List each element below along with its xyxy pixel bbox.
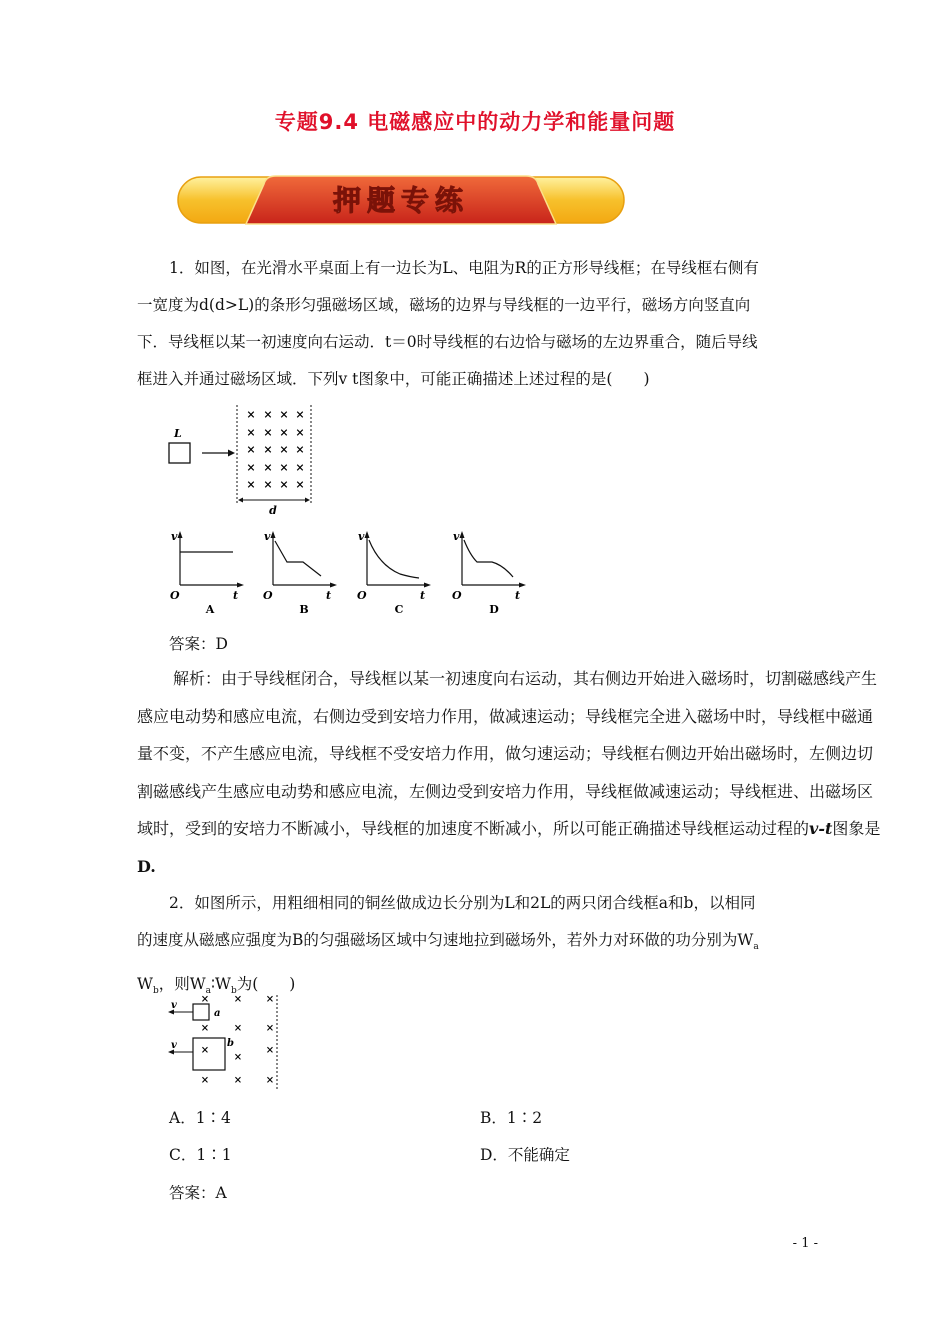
- field-cross: ×: [279, 478, 289, 491]
- option-A: A．1∶4: [169, 1109, 231, 1127]
- figure-loop-field: [160, 400, 330, 520]
- label-b: b: [227, 1038, 234, 1049]
- field-cross: ×: [233, 1023, 243, 1034]
- field-cross: ×: [200, 1023, 210, 1034]
- field-cross: ×: [279, 443, 289, 456]
- field-cross: ×: [263, 461, 273, 474]
- field-cross: ×: [200, 1075, 210, 1086]
- option-B: B．1∶2: [480, 1109, 543, 1127]
- field-cross: ×: [263, 408, 273, 421]
- field-cross: ×: [263, 443, 273, 456]
- axis-t: t: [515, 589, 521, 602]
- option-C: C．1∶1: [169, 1146, 232, 1164]
- banner-text: 押题专练: [332, 184, 470, 217]
- explanation-line-2: 感应电动势和感应电流，右侧边受到安培力作用，做减速运动；导线框完全进入磁场中时，导线框中磁通: [137, 706, 874, 726]
- axis-v: v: [358, 530, 365, 543]
- field-cross: ×: [279, 426, 289, 439]
- axis-origin: O: [357, 589, 367, 602]
- field-cross: ×: [295, 461, 305, 474]
- graph-D-curve: [464, 540, 513, 577]
- graph-label-A: A: [205, 603, 215, 616]
- label-L: L: [174, 427, 182, 440]
- field-cross: ×: [265, 1045, 275, 1056]
- title-banner: [176, 174, 626, 226]
- field-cross: ×: [265, 994, 275, 1005]
- question-1: [137, 250, 827, 398]
- field-cross: ×: [233, 1075, 243, 1086]
- field-cross: ×: [295, 426, 305, 439]
- field-cross: ×: [279, 461, 289, 474]
- field-cross: ×: [246, 478, 256, 491]
- graph-label-D: D: [489, 603, 499, 616]
- answer-2: 答案：A: [169, 1184, 227, 1202]
- graph-label-B: B: [299, 603, 309, 616]
- question-1-line-1: 1．如图，在光滑水平桌面上有一边长为L、电阻为R的正方形导线框；在导线框右侧有: [169, 259, 759, 277]
- axis-t: t: [420, 589, 426, 602]
- answer-1: 答案：D: [169, 635, 228, 653]
- graph-label-C: C: [394, 603, 404, 616]
- field-cross: ×: [295, 478, 305, 491]
- field-cross: ×: [246, 443, 256, 456]
- figure-vt-graphs: [165, 525, 535, 620]
- question-1-line-2: 一宽度为d(d>L)的条形匀强磁场区域，磁场的边界与导线框的一边平行，磁场方向竖直向: [137, 296, 751, 314]
- figure-two-loops: [165, 990, 290, 1095]
- field-cross: ×: [263, 478, 273, 491]
- question-1-line-3: 下．导线框以某一初速度向右运动．t＝0时导线框的右边恰与磁场的左边界重合，随后导线: [137, 333, 758, 351]
- explanation-line-3: 量不变，不产生感应电流，导线框不受安培力作用，做匀速运动；导线框右侧边开始出磁场时，左侧边切: [137, 744, 874, 763]
- explanation-line-4: 割磁感线产生感应电动势和感应电流，左侧边受到安培力作用，导线框做减速运动；导线框进、出磁场区: [137, 781, 874, 801]
- axis-t: t: [326, 589, 332, 602]
- field-cross: ×: [246, 408, 256, 421]
- axis-origin: O: [170, 589, 180, 602]
- label-v: v: [171, 1000, 177, 1011]
- question-2-line-1: 2．如图所示，用粗细相同的铜丝做成边长分别为L和2L的两只闭合线框a和b，以相同: [169, 894, 756, 912]
- field-cross: ×: [246, 426, 256, 439]
- question-2-line-3: $W_b$，则$W_a∶W_b$为( ): [137, 975, 296, 997]
- axis-t: t: [233, 589, 239, 602]
- label-d: d: [269, 504, 277, 517]
- field-cross: ×: [265, 1075, 275, 1086]
- field-cross: ×: [200, 994, 210, 1005]
- field-cross: ×: [295, 408, 305, 421]
- page-title: 专题9.4 电磁感应中的动力学和能量问题: [274, 110, 676, 134]
- field-cross: ×: [279, 408, 289, 421]
- field-cross: ×: [265, 1023, 275, 1034]
- option-D: D．不能确定: [480, 1146, 570, 1164]
- explanation-line-6: D.: [137, 856, 156, 876]
- field-cross: ×: [200, 1045, 210, 1056]
- axis-v: v: [264, 530, 271, 543]
- explanation-line-1: 解析：由于导线框闭合，导线框以某一初速度向右运动，其右侧边开始进入磁场时，切割磁感线产生: [173, 669, 878, 688]
- field-cross: ×: [233, 1052, 243, 1063]
- label-v: v: [171, 1040, 177, 1051]
- field-cross: ×: [295, 443, 305, 456]
- question-2-line-2: 的速度从磁感应强度为B的匀强磁场区域中匀速地拉到磁场外，若外力对环做的功分别为$W_a$: [137, 931, 759, 953]
- axis-v: v: [171, 530, 178, 543]
- field-cross: ×: [246, 461, 256, 474]
- loop-a: [193, 1004, 209, 1020]
- field-cross: ×: [263, 426, 273, 439]
- axis-v: v: [453, 530, 460, 543]
- axis-origin: O: [452, 589, 462, 602]
- question-1-line-4: 框进入并通过磁场区域．下列v t图象中，可能正确描述上述过程的是( ): [137, 370, 650, 388]
- explanation-line-5: 域时，受到的安培力不断减小，导线框的加速度不断减小，所以可能正确描述导线框运动过程的v-t图象是: [137, 819, 881, 838]
- label-a: a: [214, 1008, 221, 1019]
- graph-B-curve: [275, 541, 321, 576]
- explanation-1: [137, 660, 912, 885]
- axis-origin: O: [263, 589, 273, 602]
- field-cross: ×: [233, 994, 243, 1005]
- page-number: - 1 -: [792, 1236, 818, 1251]
- graph-C-curve: [369, 540, 419, 578]
- square-loop: [169, 443, 190, 463]
